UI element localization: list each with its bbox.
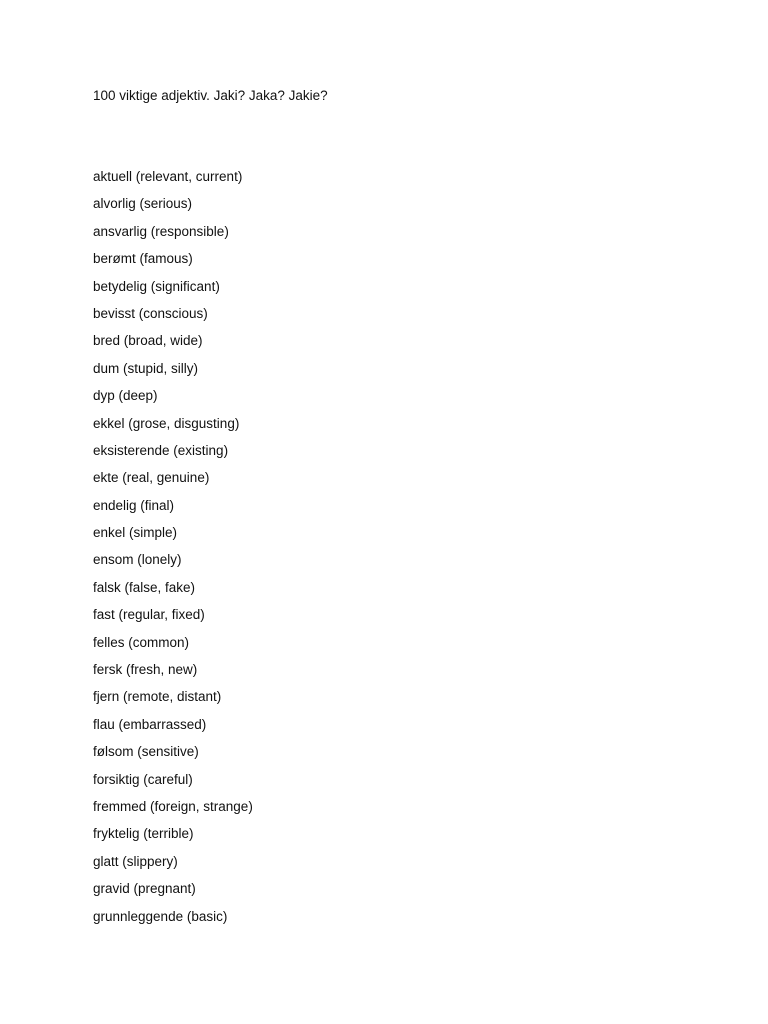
list-item: endelig (final) <box>93 497 175 513</box>
list-item: ensom (lonely) <box>93 552 182 568</box>
list-item: fremmed (foreign, strange) <box>93 798 253 814</box>
list-item: grunnleggende (basic) <box>93 908 228 924</box>
adjective-list <box>93 168 253 935</box>
list-item: bred (broad, wide) <box>93 333 203 349</box>
list-item: fersk (fresh, new) <box>93 662 198 678</box>
list-item: eksisterende (existing) <box>93 442 229 458</box>
list-item: bevisst (conscious) <box>93 305 208 321</box>
list-item: gravid (pregnant) <box>93 881 196 897</box>
list-item: ansvarlig (responsible) <box>93 223 229 239</box>
list-item: enkel (simple) <box>93 525 178 541</box>
list-item: fjern (remote, distant) <box>93 689 222 705</box>
list-item: flau (embarrassed) <box>93 716 207 732</box>
list-item: glatt (slippery) <box>93 853 178 869</box>
list-item: fast (regular, fixed) <box>93 607 205 623</box>
list-item: forsiktig (careful) <box>93 771 193 787</box>
list-item: dyp (deep) <box>93 388 158 404</box>
list-item: alvorlig (serious) <box>93 196 193 212</box>
list-item: ekkel (grose, disgusting) <box>93 415 240 431</box>
list-item: falsk (false, fake) <box>93 579 196 595</box>
list-item: følsom (sensitive) <box>93 744 199 760</box>
list-item: fryktelig (terrible) <box>93 826 194 842</box>
list-item: ekte (real, genuine) <box>93 470 210 486</box>
list-item: betydelig (significant) <box>93 278 220 294</box>
list-item: berømt (famous) <box>93 251 193 267</box>
list-item: felles (common) <box>93 634 190 650</box>
list-item: aktuell (relevant, current) <box>93 169 243 184</box>
list-item: dum (stupid, silly) <box>93 360 199 376</box>
document-title: 100 viktige adjektiv. Jaki? Jaka? Jakie? <box>93 88 328 103</box>
